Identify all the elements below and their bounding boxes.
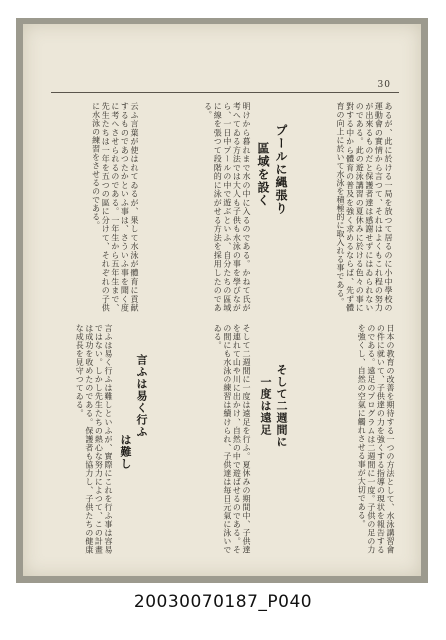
lower-left-body-text: 言ふは易く行ふは難しといふが、實際にこれを行ふ事は容易ではない。しかし先生たちの熱心な努力によつて、この計畫は成功を收めたのである。保護者も協力し、子供たちの健康な成長を見守つてゐる。	[75, 324, 113, 554]
lower-right-body-text: 日本の教育の改善を期待する一つの方法として、水泳講習會の件に就いて、子供達の力を強くする指導の現状を報告するのである。遠足のプログラムは二週間に一度。子供の足の力を強くし、自然の空氣に觸れさせる事が大切である。	[357, 324, 395, 554]
lower-middle-body-text: そして二週間に一度は遠足を行ふ。夏休みの期間中、子供達を連れて山や川に出かけ、自然の中で遊ばせるのである。その間にも水泳の練習は續けられ、子供達は毎日元氣に泳いでゐる。	[213, 324, 251, 554]
headline-easy-line-2: は難し	[119, 434, 132, 470]
document-page	[23, 24, 421, 576]
upper-right-body-text: あるが、此に於ける一局を放つて居るのに小中學校の運動會の實情から言つて、それはよくもこれ程の努力が出來るものだと保護者達は感謝せずにはゐられないのである。此の遊泳講習の夏休みに於ける色々の事に對する中から體育の普及を強く求めるならば、先ず體育の向上に於いて水泳を積極的に取入れる事である。	[336, 102, 393, 312]
headline-pool-line-2: 區域を設く	[256, 142, 270, 207]
page-number: 30	[377, 80, 391, 90]
headline-pool-line-1: プールに縄張り	[274, 124, 288, 215]
upper-middle-body-text: 明けから暮れまで水の中に入るのである。かねて氏が考へてゐる方法では大人も子供も水泳の事を學びながら、一日中プールの中で遊ぶといふ、自分たちの區域に線を張つて段階的に泳がせる方法を採用したのである。	[203, 102, 251, 312]
headline-once-line-1: そして二週間に	[275, 364, 288, 448]
header-rule	[51, 92, 399, 93]
archive-caption: 20030070187_P040	[133, 592, 313, 612]
headline-once-line-2: 一度は遠足	[259, 376, 272, 436]
document-frame	[16, 18, 428, 583]
headline-easy-line-1: 言ふは易く行ふ	[135, 354, 148, 438]
upper-left-body-text: 云ふ言葉が使はれてゐるが、果して水泳が體育に貢献するものであつたかといふ事は、さういふ事を聞く度に考へさせられるのである。一年生から五年生まで、先生たちは一年を五つの區に分けて、それぞれの子供に水泳の練習をさせるのである。	[91, 102, 139, 312]
